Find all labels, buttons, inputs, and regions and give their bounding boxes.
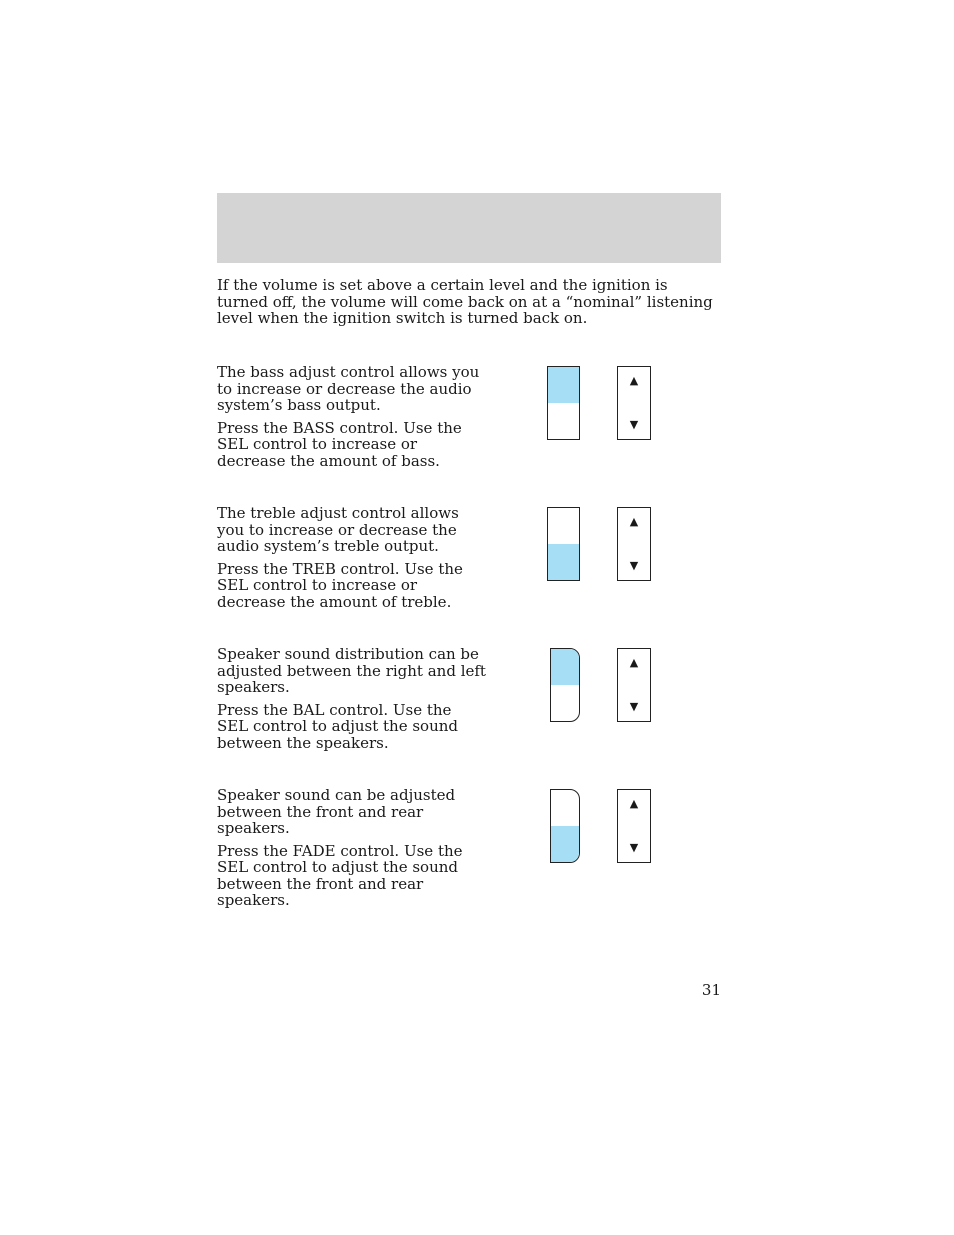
up-arrow-icon[interactable]: ▲ — [629, 374, 639, 387]
down-arrow-icon[interactable]: ▼ — [629, 700, 639, 713]
treble-level-indicator — [547, 507, 580, 581]
bass-sel-control[interactable] — [617, 366, 651, 440]
down-arrow-icon[interactable]: ▼ — [629, 418, 639, 431]
up-arrow-icon[interactable]: ▲ — [629, 515, 639, 528]
balance-sel-control[interactable] — [617, 648, 651, 722]
treble-instructions: Press the TREB control. Use the SEL control to increase or decrease the amount of treble. — [217, 559, 463, 611]
up-arrow-icon[interactable]: ▲ — [629, 797, 639, 810]
treble-sel-control[interactable] — [617, 507, 651, 581]
balance-description: Speaker sound distribution can be adjusted between the right and left speakers. — [217, 645, 486, 696]
down-arrow-icon[interactable]: ▼ — [629, 559, 639, 572]
treble-text — [217, 505, 487, 616]
section-header-bar — [217, 193, 721, 263]
bass-section — [217, 364, 721, 484]
balance-level-indicator — [550, 648, 580, 722]
bass-level-indicator — [547, 366, 580, 440]
treble-description: The treble adjust control allows you to increase or decrease the audio system’s treble output. — [217, 504, 459, 555]
intro-paragraph: If the volume is set above a certain level and the ignition is turned off, the volume will come back on at a “nominal” listening level when the ignition switch is turned back on. — [217, 276, 713, 328]
treble-level-fill — [548, 544, 579, 580]
bass-instructions: Press the BASS control. Use the SEL control to increase or decrease the amount of bass. — [217, 418, 462, 470]
down-arrow-icon[interactable]: ▼ — [629, 841, 639, 854]
bass-text — [217, 364, 487, 475]
fade-level-fill — [551, 826, 579, 862]
fade-level-indicator — [550, 789, 580, 863]
fade-instructions: Press the FADE control. Use the SEL control to adjust the sound between the front and rear speakers. — [217, 841, 463, 909]
balance-instructions: Press the BAL control. Use the SEL control to adjust the sound between the speakers. — [217, 700, 459, 752]
fade-section — [217, 787, 721, 907]
bass-level-fill — [548, 367, 579, 403]
balance-section — [217, 646, 721, 766]
fade-text — [217, 787, 487, 915]
balance-text — [217, 646, 487, 757]
bass-description: The bass adjust control allows you to increase or decrease the audio system’s bass output. — [217, 363, 480, 414]
balance-level-fill — [551, 649, 579, 685]
fade-sel-control[interactable] — [617, 789, 651, 863]
page-number: 31 — [701, 981, 721, 999]
fade-description: Speaker sound can be adjusted between the front and rear speakers. — [217, 786, 456, 837]
treble-section — [217, 505, 721, 625]
up-arrow-icon[interactable]: ▲ — [629, 656, 639, 669]
